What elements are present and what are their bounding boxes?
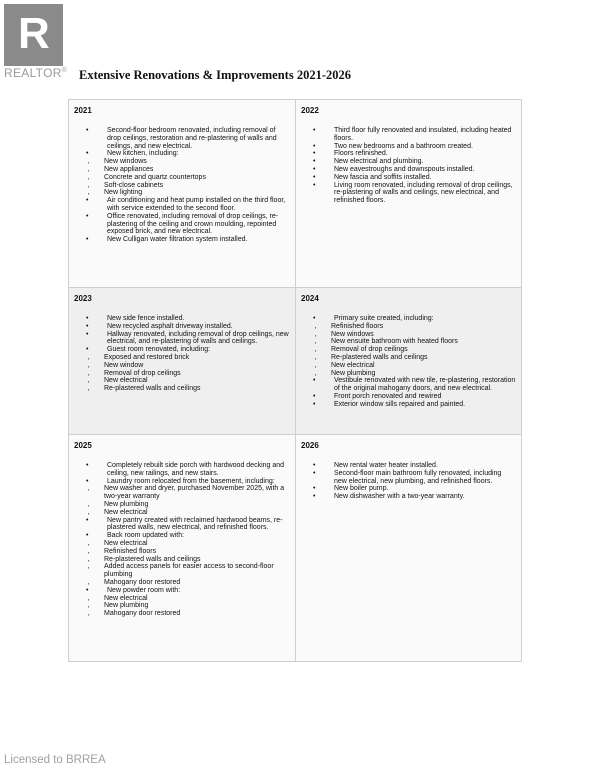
sub-list-item: ▪ New plumbing [74,602,290,610]
list-item-text: Second-floor bedroom renovated, including removal of drop ceilings, restoration and re-plastering of walls and ceilings, and new electrical. [107,127,277,150]
list-item [74,213,290,236]
logo-letter: R [18,9,50,58]
sub-list-item: ▪ Refinished floors [301,323,516,331]
list-item [301,166,516,174]
list-item [74,346,290,354]
sub-list-item: ▪ Exposed and restored brick [74,354,290,362]
list-item-text: Hallway renovated, including removal of drop ceilings, new electrical, and re-plastering of walls and ceilings. [107,330,289,346]
section-2025 [69,435,296,661]
sub-list-item: ▪ New electrical [301,362,516,370]
list-item-text: New kitchen, including: [107,150,179,158]
list-item-text: New boiler pump. [334,485,389,493]
list-item-text: Living room renovated, including removal of drop ceilings, re-plastering of walls and ceilings, new electrical, and refinished floors. [334,181,513,205]
list-item [74,532,290,540]
list-item-text: Laundry room relocated from the basement, including: [107,477,275,485]
list-item-text: New Culligan water filtration system installed. [107,236,248,244]
realtor-logo [4,4,63,66]
list-item-text: New side fence installed. [107,315,185,322]
year-heading: 2025 [74,441,92,450]
list-item [301,493,516,501]
sub-list-item: ▪ New electrical [74,540,290,548]
list-item [301,150,516,158]
sub-list-item: ▪ New windows [74,158,290,166]
year-heading: 2023 [74,294,92,303]
sub-list-item: ▪ New washer and dryer, purchased November 2025, with a two-year warranty [74,485,290,501]
list-item [301,174,516,182]
list-item [301,182,516,205]
section-2023 [69,288,296,435]
list-item [74,197,290,213]
renovation-table [68,99,522,662]
sub-list-item: ▪ Mahogany door restored [74,610,290,618]
list-item-text: Air conditioning and heat pump installed on the third floor, with service extended to the second floor. [107,197,286,212]
year-heading: 2022 [301,106,319,115]
sub-list-item: ▪ Re-plastered walls and ceilings [301,354,516,362]
sub-list-item: ▪ Concrete and quartz countertops [74,174,290,182]
sub-list-item: ▪ Removal of drop ceilings [74,370,290,378]
renovation-list [74,315,290,393]
realtor-wordmark [4,66,67,80]
renovation-list [301,127,516,205]
section-2024 [296,288,521,435]
list-item-text: New electrical and plumbing. [334,158,424,166]
page-title: Extensive Renovations & Improvements 2021-2026 [79,68,351,82]
list-item [74,587,290,595]
list-item [301,158,516,166]
sub-list-item: ▪ Refinished floors [74,548,290,556]
list-item [74,127,290,150]
list-item-text: New recycled asphalt driveway installed. [107,322,233,330]
list-item [74,323,290,331]
list-item-text: Completely rebuilt side porch with hardwood decking and ceiling, new railings, and new stairs. [107,462,285,477]
sub-list-item: ▪ New ensuite bathroom with heated floors [301,338,516,346]
sub-list-item: ▪ New plumbing [301,370,516,378]
sub-list [301,323,516,378]
list-item-text: New eavestroughs and downspouts installed. [334,165,475,173]
list-item [74,150,290,158]
list-item [74,462,290,478]
list-item-text: Back room updated with: [107,532,185,540]
list-item [301,393,516,401]
section-2021 [69,100,296,288]
list-item-text: New rental water heater installed. [334,462,438,469]
list-item-text: Primary suite created, including: [334,315,434,322]
list-item-text: Second-floor main bathroom fully renovated, including new electrical, new plumbing, and refinished floors. [334,469,502,485]
sub-list-item: ▪ New electrical [74,377,290,385]
list-item-text: Front porch renovated and rewired [334,392,442,400]
renovation-list [301,315,516,409]
sub-list-item: ▪ New electrical [74,595,290,603]
sub-list-item: ▪ Re-plastered walls and ceilings [74,385,290,393]
list-item [74,331,290,347]
list-item-text: Office renovated, including removal of drop ceilings, re-plastering of the ceiling and crown moulding, repointed exposed brick, and new electrical. [107,212,279,236]
list-item [74,478,290,486]
sub-list-item: ▪ Mahogany door restored [74,579,290,587]
year-heading: 2026 [301,441,319,450]
list-item [74,517,290,533]
sub-list [74,595,290,618]
list-item-text: Vestibule renovated with new tile, re-plastering, restoration of the original mahogany doors, and new electrical. [334,377,516,393]
registered-mark: ® [61,67,68,74]
sub-list-item: ▪ Soft-close cabinets [74,182,290,190]
list-item-text: Exterior window sills repaired and painted. [334,400,466,408]
list-item [301,315,516,323]
sub-list-item: ▪ Re-plastered walls and ceilings [74,556,290,564]
list-item-text: New powder room with: [107,586,181,594]
list-item-text: New pantry created with reclaimed hardwood beams, re-plastered walls, new electrical, and refinished floors. [107,516,283,532]
section-2026 [296,435,521,661]
list-item [301,377,516,393]
year-heading: 2021 [74,106,92,115]
list-item [301,485,516,493]
list-item-text: New fascia and soffits installed. [334,173,432,181]
list-item [74,236,290,244]
list-item-text: Two new bedrooms and a bathroom created. [334,142,473,150]
list-item [74,315,290,323]
license-footer: Licensed to BRREA [4,754,106,766]
sub-list [74,540,290,587]
sub-list-item: ▪ New lighting [74,189,290,197]
sub-list [74,485,290,516]
list-item [301,401,516,409]
sub-list-item: ▪ Removal of drop ceilings [301,346,516,354]
sub-list-item: ▪ New electrical [74,509,290,517]
sub-list [74,354,290,393]
sub-list-item: ▪ New windows [301,331,516,339]
sub-list-item: ▪ New appliances [74,166,290,174]
list-item [301,470,516,486]
renovation-list [74,127,290,244]
renovation-list [74,462,290,618]
list-item [301,143,516,151]
renovation-list [301,462,516,501]
list-item-text: Third floor fully renovated and insulated, including heated floors. [334,127,512,142]
list-item-text: Guest room renovated, including: [107,346,211,354]
wordmark-text: REALTOR [4,66,62,80]
section-2022 [296,100,521,288]
sub-list-item: ▪ New plumbing [74,501,290,509]
sub-list-item: ▪ Added access panels for easier access to second-floor plumbing [74,563,290,579]
list-item [301,127,516,143]
list-item [301,462,516,470]
list-item-text: New dishwasher with a two-year warranty. [334,493,465,501]
sub-list-item: ▪ New window [74,362,290,370]
list-item-text: Floors refinished. [334,150,388,158]
year-heading: 2024 [301,294,319,303]
sub-list [74,158,290,197]
